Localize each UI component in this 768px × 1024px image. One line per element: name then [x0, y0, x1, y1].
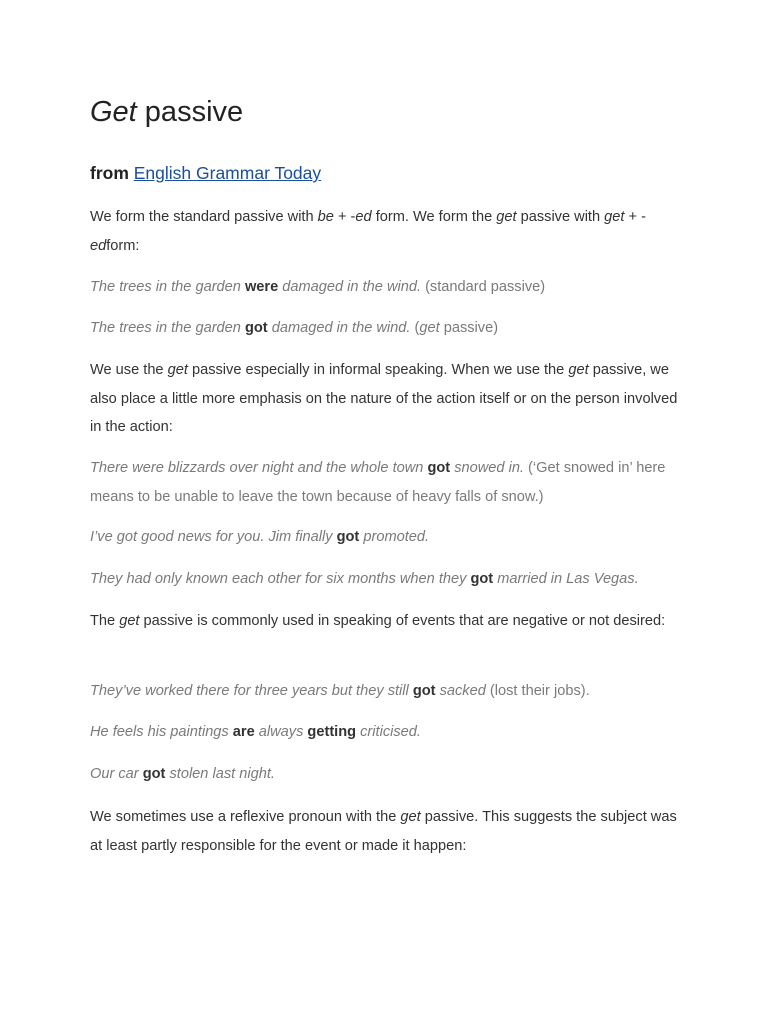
page-title: Get passive	[90, 96, 244, 128]
example-stolen: Our car got stolen last night.	[90, 766, 275, 782]
paragraph-standard-passive: We form the standard passive with be + -ed form. We form the get passive with get + -edform:	[90, 209, 646, 254]
example-get-passive: The trees in the garden got damaged in the wind. (get passive)	[90, 320, 499, 336]
source-link[interactable]: English Grammar Today	[133, 163, 322, 183]
example-criticised: He feels his paintings are always getting criticised.	[90, 724, 421, 740]
example-snowed-in: There were blizzards over night and the whole town got snowed in. (‘Get snowed in’ here means to be unable to leave the town because of heavy falls of snow.)	[90, 460, 666, 505]
paragraph-reflexive-pronoun: We sometimes use a reflexive pronoun with the get passive. This suggests the subject was at least partly responsible for the event or made it happen:	[90, 809, 677, 854]
source-line: from English Grammar Today	[90, 163, 322, 183]
example-standard-passive: The trees in the garden were damaged in the wind. (standard passive)	[90, 279, 546, 295]
example-promoted: I’ve got good news for you. Jim finally got promoted.	[90, 529, 430, 545]
example-sacked: They’ve worked there for three years but they still got sacked (lost their jobs).	[90, 683, 590, 699]
example-married: They had only known each other for six months when they got married in Las Vegas.	[90, 571, 639, 587]
paragraph-informal-use: We use the get passive especially in informal speaking. When we use the get passive, we also place a little more emphasis on the nature of the action itself or on the person involved in the action:	[90, 362, 678, 435]
paragraph-negative-events: The get passive is commonly used in speaking of events that are negative or not desired:	[90, 613, 666, 629]
